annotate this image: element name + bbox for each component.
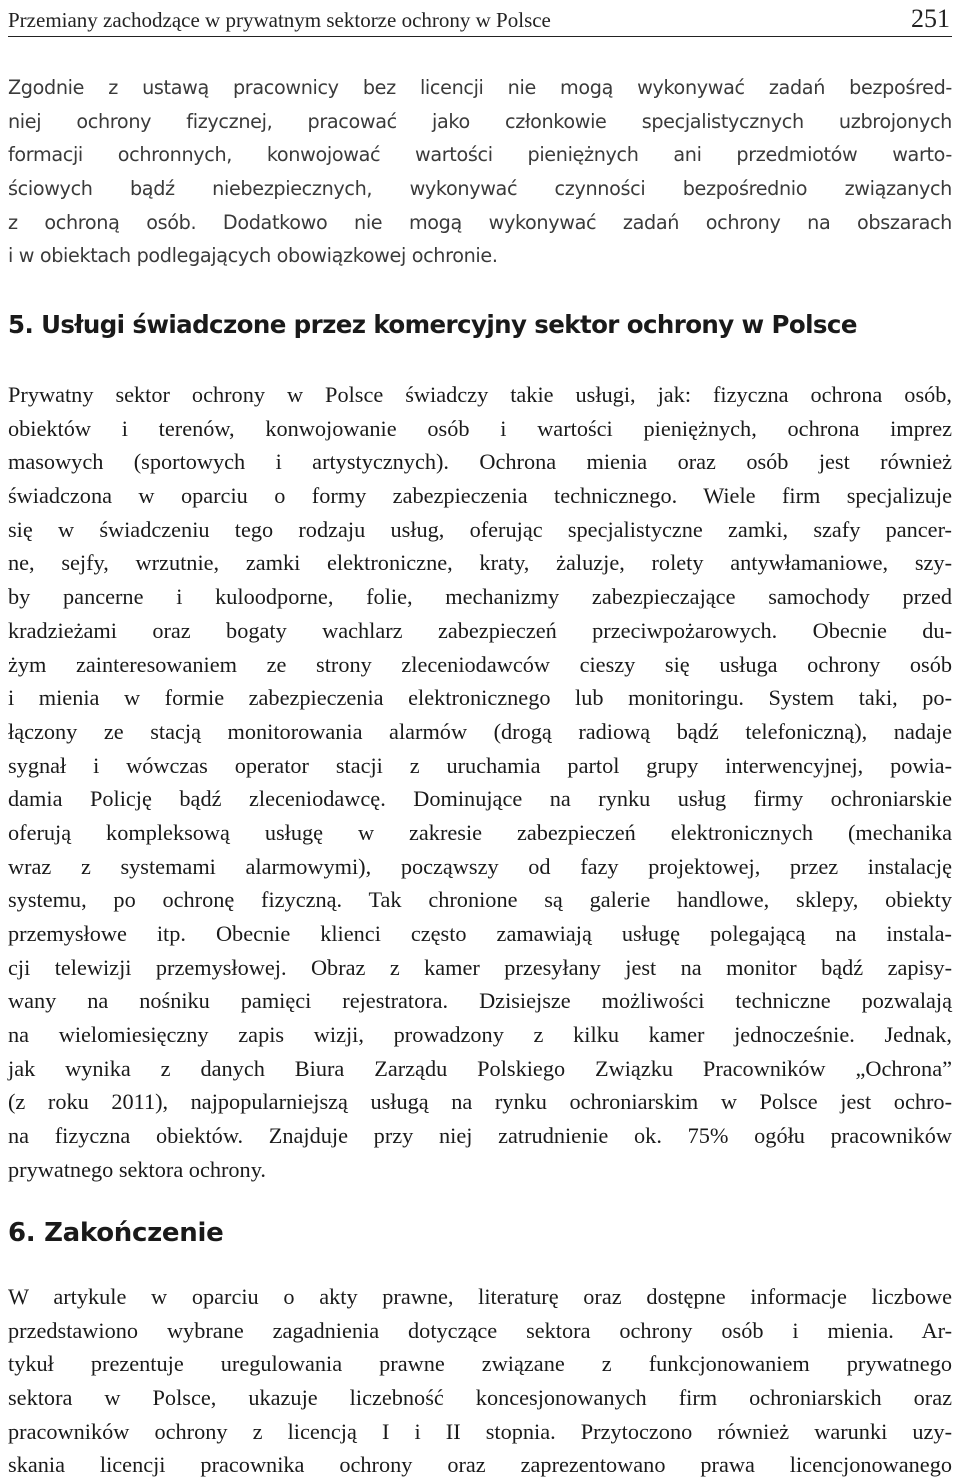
paragraph-line: Zgodnie z ustawą pracownicy bez licencji nie mogą wykonywać zadań bezpośred-	[8, 76, 952, 99]
paragraph-line: systemu, po ochronę fizyczną. Tak chronione są galerie handlowe, sklepy, obiekty	[8, 887, 952, 913]
paragraph-line: i mienia w formie zabezpieczenia elektronicznego lub monitoringu. System taki, po-	[8, 685, 952, 711]
paragraph-line: na fizyczna obiektów. Znajduje przy niej zatrudnienie ok. 75% ogółu pracowników	[8, 1123, 952, 1149]
paragraph-line: W artykule w oparciu o akty prawne, literaturę oraz dostępne informacje liczbowe	[8, 1284, 952, 1309]
paragraph-line: kradzieżami oraz bogaty wachlarz zabezpieczeń przeciwpożarowych. Obecnie du-	[8, 617, 952, 643]
paragraph-line: ne, sejfy, wrzutnie, zamki elektroniczne, kraty, żaluzje, rolety antywłamaniowe, szy-	[8, 550, 952, 576]
running-title: Przemiany zachodzące w prywatnym sektorze ochrony w Polsce	[8, 8, 551, 32]
paragraph-line: pracowników ochrony z licencją I i II stopnia. Przytoczono również warunki uzy-	[8, 1418, 952, 1444]
paragraph-line: przemysłowe itp. Obecnie klienci często zamawiają usługę polegającą na instala-	[8, 921, 952, 946]
page-number: 251	[911, 4, 950, 33]
paragraph-line: sektora w Polsce, ukazuje liczebność koncesjonowanych firm ochroniarskich oraz	[8, 1385, 952, 1411]
paragraph-line: przedstawiono wybrane zagadnienia dotyczące sektora ochrony osób i mienia. Ar-	[8, 1317, 952, 1343]
paragraph-line: sygnał i wówczas operator stacji z uruchamia partol grupy interwencyjnej, powia-	[8, 752, 952, 778]
paragraph-line: świadczona w oparciu o formy zabezpieczenia technicznego. Wiele firm specjalizuje	[8, 483, 952, 509]
paragraph-line: by pancerne i kuloodporne, folie, mechanizmy zabezpieczające samochody przed	[8, 584, 952, 610]
paragraph-line: na wielomiesięczny zapis wizji, prowadzony z kilku kamer jednocześnie. Jednak,	[8, 1022, 952, 1048]
paragraph-line: łączony ze stacją monitorowania alarmów (drogą radiową bądź telefoniczną), nadaje	[8, 718, 952, 744]
section-heading: 5. Usługi świadczone przez komercyjny sektor ochrony w Polsce	[8, 310, 857, 339]
paragraph-line: masowych (sportowych i artystycznych). Ochrona mienia oraz osób jest również	[8, 449, 952, 475]
paragraph-line: się w świadczeniu tego rodzaju usług, oferując specjalistyczne zamki, szafy pancer-	[8, 516, 952, 542]
paragraph-line: żym zainteresowaniem ze strony zleceniodawców cieszy się usługa ochrony osób	[8, 651, 952, 677]
section6-paragraph	[8, 1280, 952, 1482]
paragraph-line: wany na nośniku pamięci rejestratora. Dzisiejsze możliwości techniczne pozwalają	[8, 988, 952, 1014]
paragraph-line: wraz z systemami alarmowymi), począwszy od fazy projektowej, przez instalację	[8, 853, 952, 879]
paragraph-line: cji telewizji przemysłowej. Obraz z kamer przesyłany jest na monitor bądź zapisy-	[8, 954, 952, 980]
paragraph-line: tykuł prezentuje uregulowania prawne związane z funkcjonowaniem prywatnego	[8, 1351, 952, 1377]
paragraph-line: prywatnego sektora ochrony.	[8, 1156, 266, 1182]
paragraph-line: Prywatny sektor ochrony w Polsce świadczy takie usługi, jak: fizyczna ochrona osób,	[8, 382, 952, 407]
section5-paragraph	[8, 378, 952, 1187]
header-rule	[8, 36, 952, 37]
running-header	[8, 4, 952, 34]
paragraph-line: z ochroną osób. Dodatkowo nie mogą wykonywać zadań ochrony na obszarach	[8, 210, 952, 234]
paragraph-line: niej ochrony fizycznej, pracować jako członkowie specjalistycznych uzbrojonych	[8, 109, 952, 133]
paragraph-line: ściowych bądź niebezpiecznych, wykonywać czynności bezpośrednio związanych	[8, 177, 952, 201]
paragraph-line: obiektów i terenów, konwojowanie osób i wartości pieniężnych, ochrona imprez	[8, 415, 952, 441]
paragraph-line: formacji ochronnych, konwojować wartości pieniężnych ani przedmiotów warto-	[8, 143, 952, 167]
intro-paragraph	[8, 71, 952, 273]
paragraph-line: jak wynika z danych Biura Zarządu Polskiego Związku Pracowników „Ochrona”	[8, 1055, 952, 1081]
paragraph-line: (z roku 2011), najpopularniejszą usługą na rynku ochroniarskim w Polsce jest ochro-	[8, 1089, 952, 1115]
paragraph-line: i w obiektach podlegających obowiązkowej ochronie.	[8, 244, 498, 268]
paragraph-line: damia Policję bądź zleceniodawcę. Dominujące na rynku usług firmy ochroniarskie	[8, 786, 952, 812]
section-heading: 6. Zakończenie	[8, 1218, 224, 1248]
paragraph-line: skania licencji pracownika ochrony oraz zaprezentowano prawa licencjonowanego	[8, 1452, 952, 1478]
paragraph-line: oferują kompleksową usługę w zakresie zabezpieczeń elektronicznych (mechanika	[8, 819, 952, 845]
